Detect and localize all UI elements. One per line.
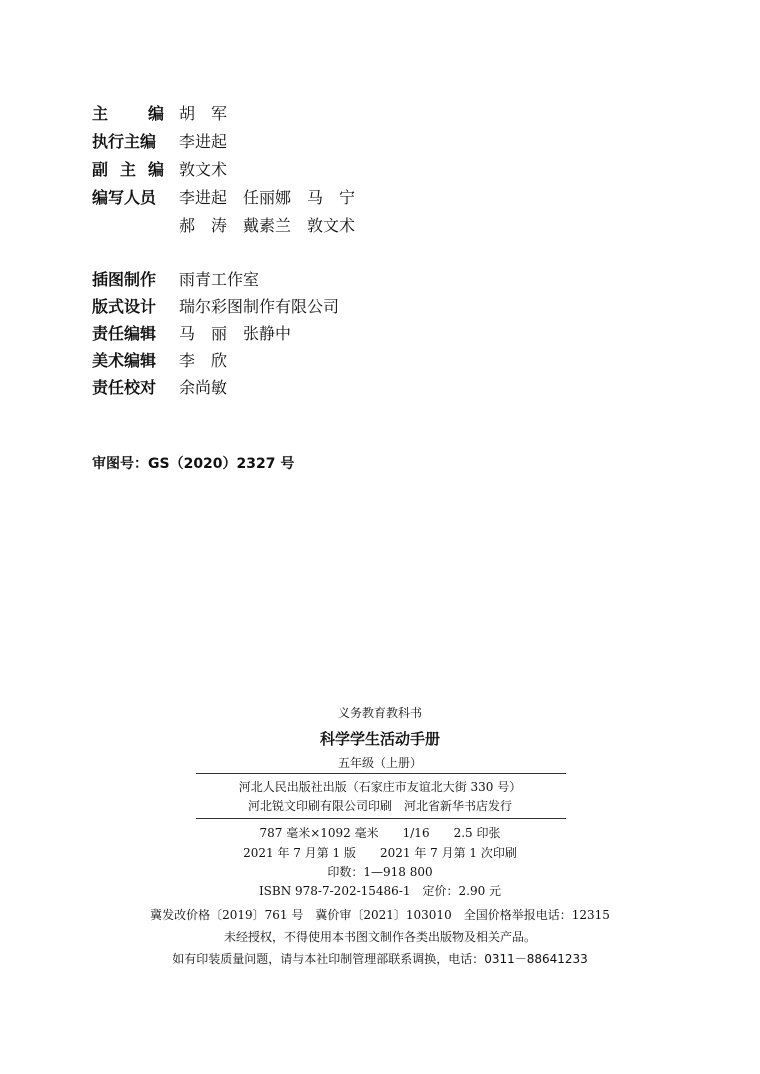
- credit-value: 李进起: [179, 132, 228, 151]
- credit-value: 余尚敏: [179, 378, 228, 397]
- credit-label: 插图制作: [92, 270, 157, 289]
- print-run-line: 印数：1—918 800: [327, 865, 433, 879]
- book-title: 科学学生活动手册: [319, 730, 440, 748]
- credit-label: 编写人员: [92, 188, 157, 207]
- divider-bottom: [196, 818, 566, 819]
- series-name: 义务教育教科书: [337, 706, 422, 720]
- credit-value: 瑞尔彩图制作有限公司: [179, 297, 340, 316]
- credit-value: 李 欣: [179, 351, 228, 370]
- credit-label: 版式设计: [92, 297, 157, 316]
- printer-distributor-line: 河北锐文印刷有限公司印刷 河北省新华书店发行: [247, 799, 512, 813]
- divider-top: [196, 773, 566, 774]
- format-line: 787 毫米×1092 毫米 1/16 2.5 印张: [259, 826, 501, 840]
- map-review-number: 审图号：GS（2020）2327 号: [92, 456, 295, 472]
- credit-value: 雨青工作室: [179, 270, 260, 289]
- credit-label: 副主编: [92, 160, 164, 179]
- credit-value: 胡 军: [179, 104, 228, 123]
- isbn-price-line: ISBN 978-7-202-15486-1 定价：2.90 元: [258, 884, 502, 898]
- credit-value: 马 丽 张静中: [179, 324, 292, 343]
- credit-label: 美术编辑: [92, 351, 157, 370]
- credit-label: 执行主编: [92, 132, 157, 151]
- credit-value: 李进起 任丽娜 马 宁: [179, 188, 356, 207]
- edition-line: 2021 年 7 月第 1 版 2021 年 7 月第 1 次印刷: [243, 846, 517, 860]
- credit-value: 郝 涛 戴素兰 敦文术: [179, 216, 356, 235]
- credit-label: 责任编辑: [92, 324, 157, 343]
- contact-line: 如有印装质量问题，请与本社印制管理部联系调换，电话：0311－88641233: [172, 952, 588, 966]
- price-approval-line: 冀发改价格〔2019〕761 号 冀价审〔2021〕103010 全国价格举报电话：12315: [150, 908, 610, 922]
- credit-value: 敦文术: [179, 160, 228, 179]
- copyright-notice: 未经授权，不得使用本书图文制作各类出版物及相关产品。: [223, 930, 536, 944]
- publisher-line: 河北人民出版社出版（石家庄市友谊北大街 330 号）: [238, 780, 522, 794]
- credit-label: 主 编: [92, 104, 164, 123]
- grade-volume: 五年级（上册）: [337, 756, 422, 770]
- credit-label: 责任校对: [92, 378, 157, 397]
